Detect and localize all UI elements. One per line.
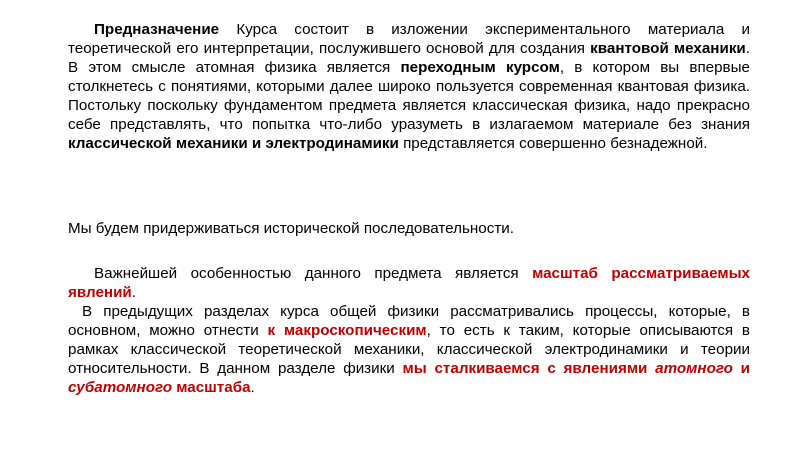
- prev-text-1: В предыдущих разделах курса общей физики рассматривались процессы, которые, в основном, можно отнести: [68, 303, 750, 339]
- purpose-text-1: Курса состоит в изложении экспериментального материала и теоретической его интерпретации, послужившего основой для создания: [68, 21, 750, 57]
- macroscopic-term: к макроскопическим: [267, 322, 427, 339]
- prev-text-2: , то есть к таким, которые описываются в рамках классической теоретической механики, классической электродинамики и теории относительности. В данном разделе физики: [68, 322, 750, 377]
- paragraph-historical: [68, 219, 750, 238]
- phenomena-phrase: мы сталкиваемся с явлениями: [402, 360, 656, 377]
- purpose-text-4: представляется совершенно безнадежной.: [398, 135, 708, 152]
- scale-term: масштаб рассматриваемых явлений: [68, 265, 750, 301]
- scale-end-term: масштаба: [172, 379, 251, 396]
- prev-text-3: .: [250, 379, 255, 396]
- paragraph-purpose: [68, 20, 750, 153]
- subatomic-term: субатомного: [68, 379, 172, 396]
- purpose-text-2: . В этом смысле атомная физика является: [68, 40, 750, 76]
- scale-intro: [68, 264, 750, 302]
- purpose-text-3: , в котором вы впервые столкнетесь с понятиями, которыми далее широко пользуется современная квантовая физика. Постольку поскольку фундаментом предмета является классическая физика, надо прекрасно себе представлять, что попытка что-либо уразуметь в излагаемом материале без знания: [68, 59, 750, 133]
- purpose-lead: Предназначение: [94, 21, 220, 38]
- scale-text-2: .: [131, 284, 136, 301]
- scale-text-1: Важнейшей особенностью данного предмета является: [94, 265, 533, 282]
- and-word: и: [732, 360, 750, 377]
- transitional-course-term: переходным курсом: [400, 59, 560, 76]
- previous-sections-text: [68, 302, 750, 397]
- atomic-term: атомного: [655, 360, 733, 377]
- purpose-text: [68, 20, 750, 153]
- classical-mechanics-term: классической механики и электродинамики: [68, 135, 399, 152]
- quantum-mechanics-term: квантовой механики: [590, 40, 746, 57]
- paragraph-scale: [68, 264, 750, 397]
- historical-text: Мы будем придерживаться исторической последовательности.: [68, 220, 514, 237]
